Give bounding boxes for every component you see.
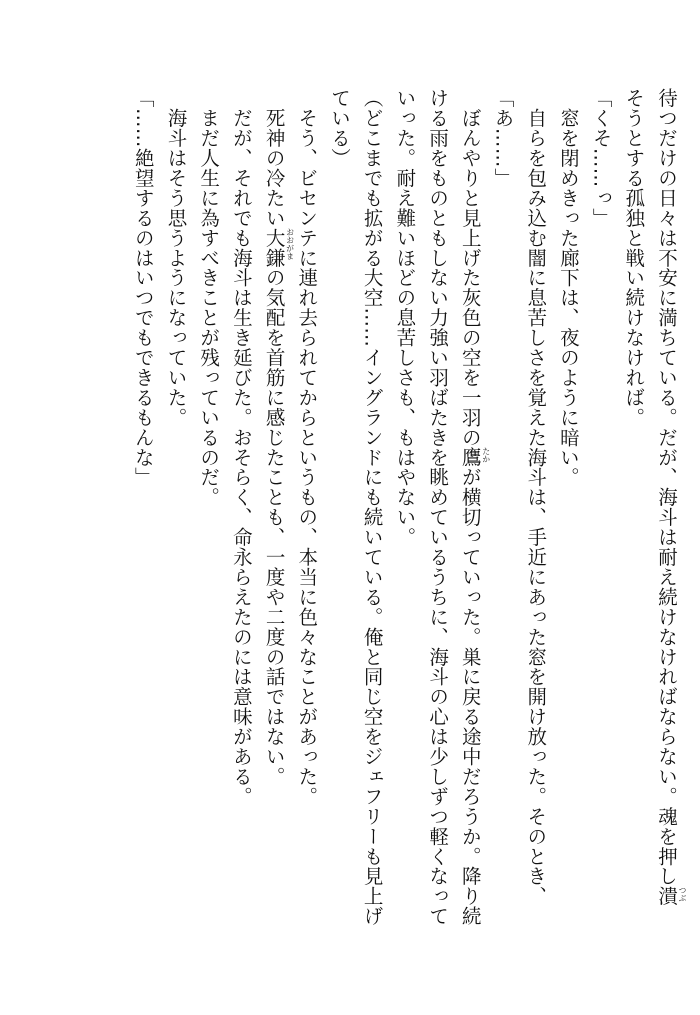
text-line xyxy=(649,88,687,988)
text-segment: そう、ビセンテに連れ去られてからというもの、本当に色々なことがあった。 xyxy=(295,88,319,807)
text-line xyxy=(420,88,453,988)
text-line xyxy=(551,88,584,988)
vertical-text-body xyxy=(126,88,687,988)
text-line xyxy=(388,88,421,988)
text-line xyxy=(224,88,257,988)
text-segment: まだ人生に為すべきことが残っているのだ。 xyxy=(197,88,221,507)
text-segment: ている） xyxy=(327,88,351,168)
text-segment: だが、それでも海斗は生き延びた。おそらく、命永らえたのには意味がある。 xyxy=(229,88,253,807)
text-segment: 死神の冷たい xyxy=(262,88,286,228)
text-line xyxy=(322,88,355,988)
text-segment: 窓を閉めきった廊下は、夜のように暗い。 xyxy=(556,88,580,487)
ruby-word xyxy=(458,447,491,468)
text-line xyxy=(159,88,192,988)
text-segment: （どこまでも拡がる大空……イングランドにも続いている。俺と同じ空をジェフリーも見上げ xyxy=(360,88,384,926)
text-line xyxy=(617,88,650,988)
text-line xyxy=(257,88,295,988)
text-line xyxy=(486,88,519,988)
text-line xyxy=(191,88,224,988)
text-segment: ぼんやりと見上げた灰色の空を一羽の xyxy=(458,88,482,448)
text-segment: 自らを包み込む闇に息苦しさを覚えた海斗は、手近にあった窓を開け放った。そのとき、 xyxy=(524,88,548,906)
text-line xyxy=(518,88,551,988)
text-segment: 海斗はそう思うようになっていた。 xyxy=(164,88,188,428)
text-segment: ける雨をものともしない力強い羽ばたきを眺めているうちに、海斗の心は少しずつ軽くなって xyxy=(426,88,450,926)
text-segment: 「くそ……っ」 xyxy=(589,88,613,228)
text-segment: そうとする孤独と戦い続けなければ。 xyxy=(622,88,646,428)
ruby-base-text: 鷹 xyxy=(458,447,482,468)
text-segment: 「あ……」 xyxy=(491,88,515,188)
ruby-base-text: 潰 xyxy=(655,886,678,906)
text-segment: 待つだけの日々は不安に満ちている。だが、海斗は耐え続けなければならない。魂を押し xyxy=(655,88,678,886)
ruby-word xyxy=(262,227,295,268)
furigana-reading: たか xyxy=(481,447,491,464)
text-line xyxy=(355,88,388,988)
ruby-word xyxy=(655,886,687,906)
text-line xyxy=(453,88,491,988)
ruby-base-text: 大鎌 xyxy=(262,227,286,268)
text-line xyxy=(126,88,159,988)
furigana-reading: つぶ xyxy=(678,886,687,902)
text-line xyxy=(290,88,323,988)
text-segment: が横切っていった。巣に戻る途中だろうか。降り続 xyxy=(458,467,482,926)
furigana-reading: おおがま xyxy=(285,227,295,260)
text-line xyxy=(584,88,617,988)
text-segment: いった。耐え難いほどの息苦しさも、もはやない。 xyxy=(393,88,417,547)
text-segment: の気配を首筋に感じたことも、一度や二度の話ではない。 xyxy=(262,267,286,787)
text-segment: 「……絶望するのはいつでもできるもんな」 xyxy=(131,88,155,487)
